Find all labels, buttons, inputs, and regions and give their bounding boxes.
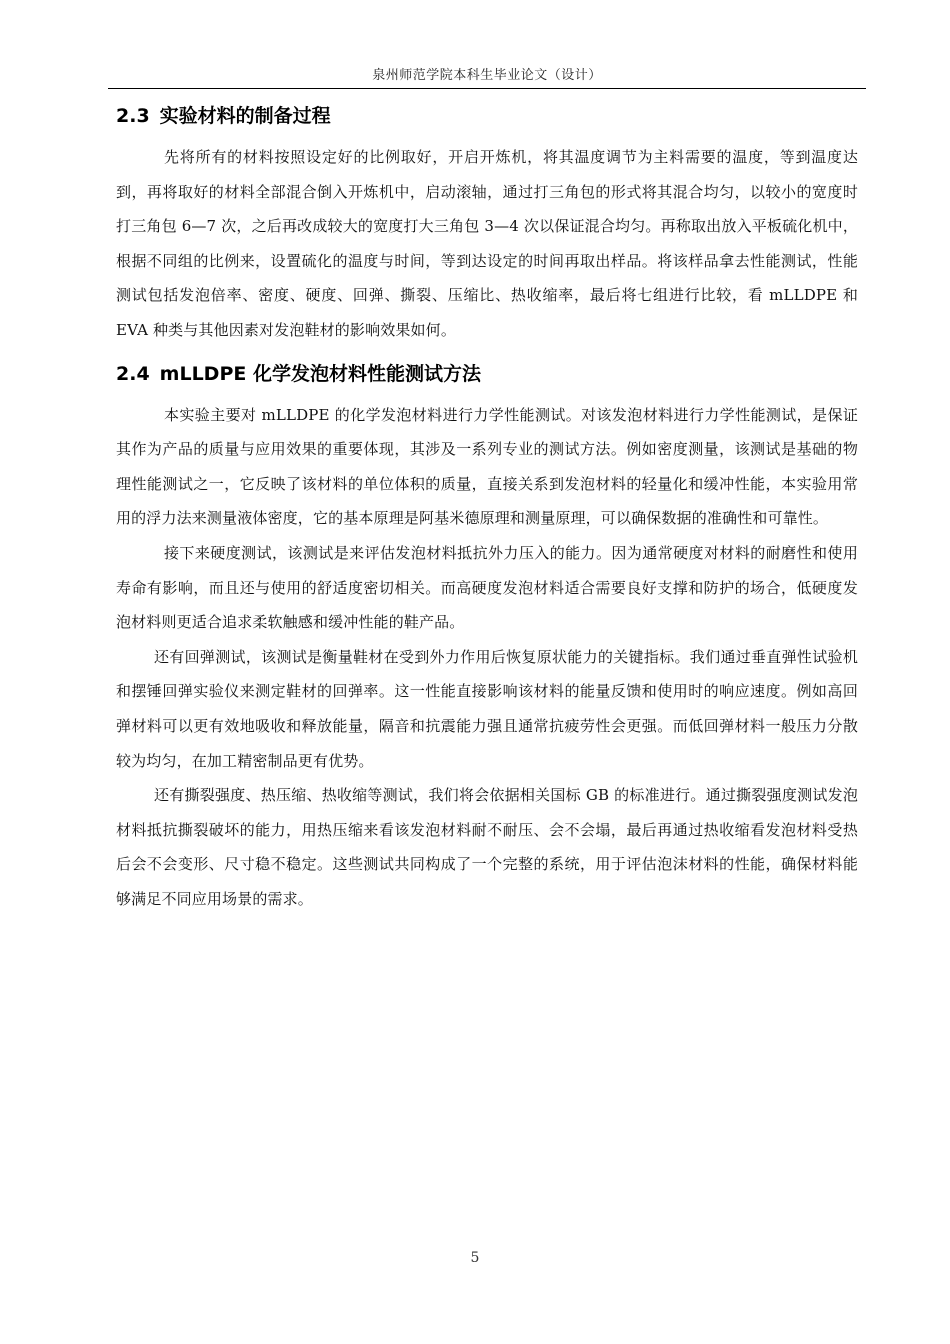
document-body xyxy=(116,98,858,916)
page-header xyxy=(108,66,866,89)
section-2-3 xyxy=(116,98,858,348)
paragraph: 接下来硬度测试，该测试是来评估发泡材料抵抗外力压入的能力。因为通常硬度对材料的耐磨性和使用寿命有影响，而且还与使用的舒适度密切相关。而高硬度发泡材料适合需要良好支撑和防护的场合，低硬度发泡材料则更适合追求柔软触感和缓冲性能的鞋产品。 xyxy=(116,543,858,632)
paragraph: 还有回弹测试，该测试是衡量鞋材在受到外力作用后恢复原状能力的关键指标。我们通过垂直弹性试验机和摆锤回弹实验仪来测定鞋材的回弹率。这一性能直接影响该材料的能量反馈和使用时的响应速度。例如高回弹材料可以更有效地吸收和释放能量，隔音和抗震能力强且通常抗疲劳性会更强。而低回弹材料一般压力分散较为均匀，在加工精密制品更有优势。 xyxy=(116,647,858,770)
section-number: 2.4 xyxy=(116,362,150,385)
page-number: 5 xyxy=(470,1250,480,1266)
section-heading xyxy=(116,356,858,392)
paragraph: 本实验主要对 mLLDPE 的化学发泡材料进行力学性能测试。对该发泡材料进行力学性能测试，是保证其作为产品的质量与应用效果的重要体现，其涉及一系列专业的测试方法。例如密度测量，该测试是基础的物理性能测试之一，它反映了该材料的单位体积的质量，直接关系到发泡材料的轻量化和缓冲性能，本实验用常用的浮力法来测量液体密度，它的基本原理是阿基米德原理和测量原理，可以确保数据的准确性和可靠性。 xyxy=(116,405,858,528)
section-title: mLLDPE 化学发泡材料性能测试方法 xyxy=(159,362,481,385)
section-2-4 xyxy=(116,356,858,917)
section-title: 实验材料的制备过程 xyxy=(159,105,331,127)
paragraph: 还有撕裂强度、热压缩、热收缩等测试，我们将会依据相关国标 GB 的标准进行。通过撕裂强度测试发泡材料抵抗撕裂破坏的能力，用热压缩来看该发泡材料耐不耐压、会不会塌，最后再通过热收缩看发泡材料受热后会不会变形、尺寸稳不稳定。这些测试共同构成了一个完整的系统，用于评估泡沫材料的性能，确保材料能够满足不同应用场景的需求。 xyxy=(116,786,858,908)
section-heading xyxy=(116,98,858,134)
section-number: 2.3 xyxy=(116,105,150,127)
header-title: 泉州师范学院本科生毕业论文（设计） xyxy=(372,68,602,83)
paragraph: 先将所有的材料按照设定好的比例取好，开启开炼机，将其温度调节为主料需要的温度，等到温度达到，再将取好的材料全部混合倒入开炼机中，启动滚轴，通过打三角包的形式将其混合均匀，以较小的宽度时打三角包 6—7 次，之后再改成较大的宽度打大三角包 3—4 次以保证混合均匀。再称取出放入平板硫化机中，根据不同组的比例来，设置硫化的温度与时间，等到达设定的时间再取出样品。将该样品拿去性能测试，性能测试包括发泡倍率、密度、硬度、回弹、撕裂、压缩比、热收缩率，最后将七组进行比较，看 mLLDPE 和 EVA 种类与其他因素对发泡鞋材的影响效果如何。 xyxy=(116,148,858,339)
